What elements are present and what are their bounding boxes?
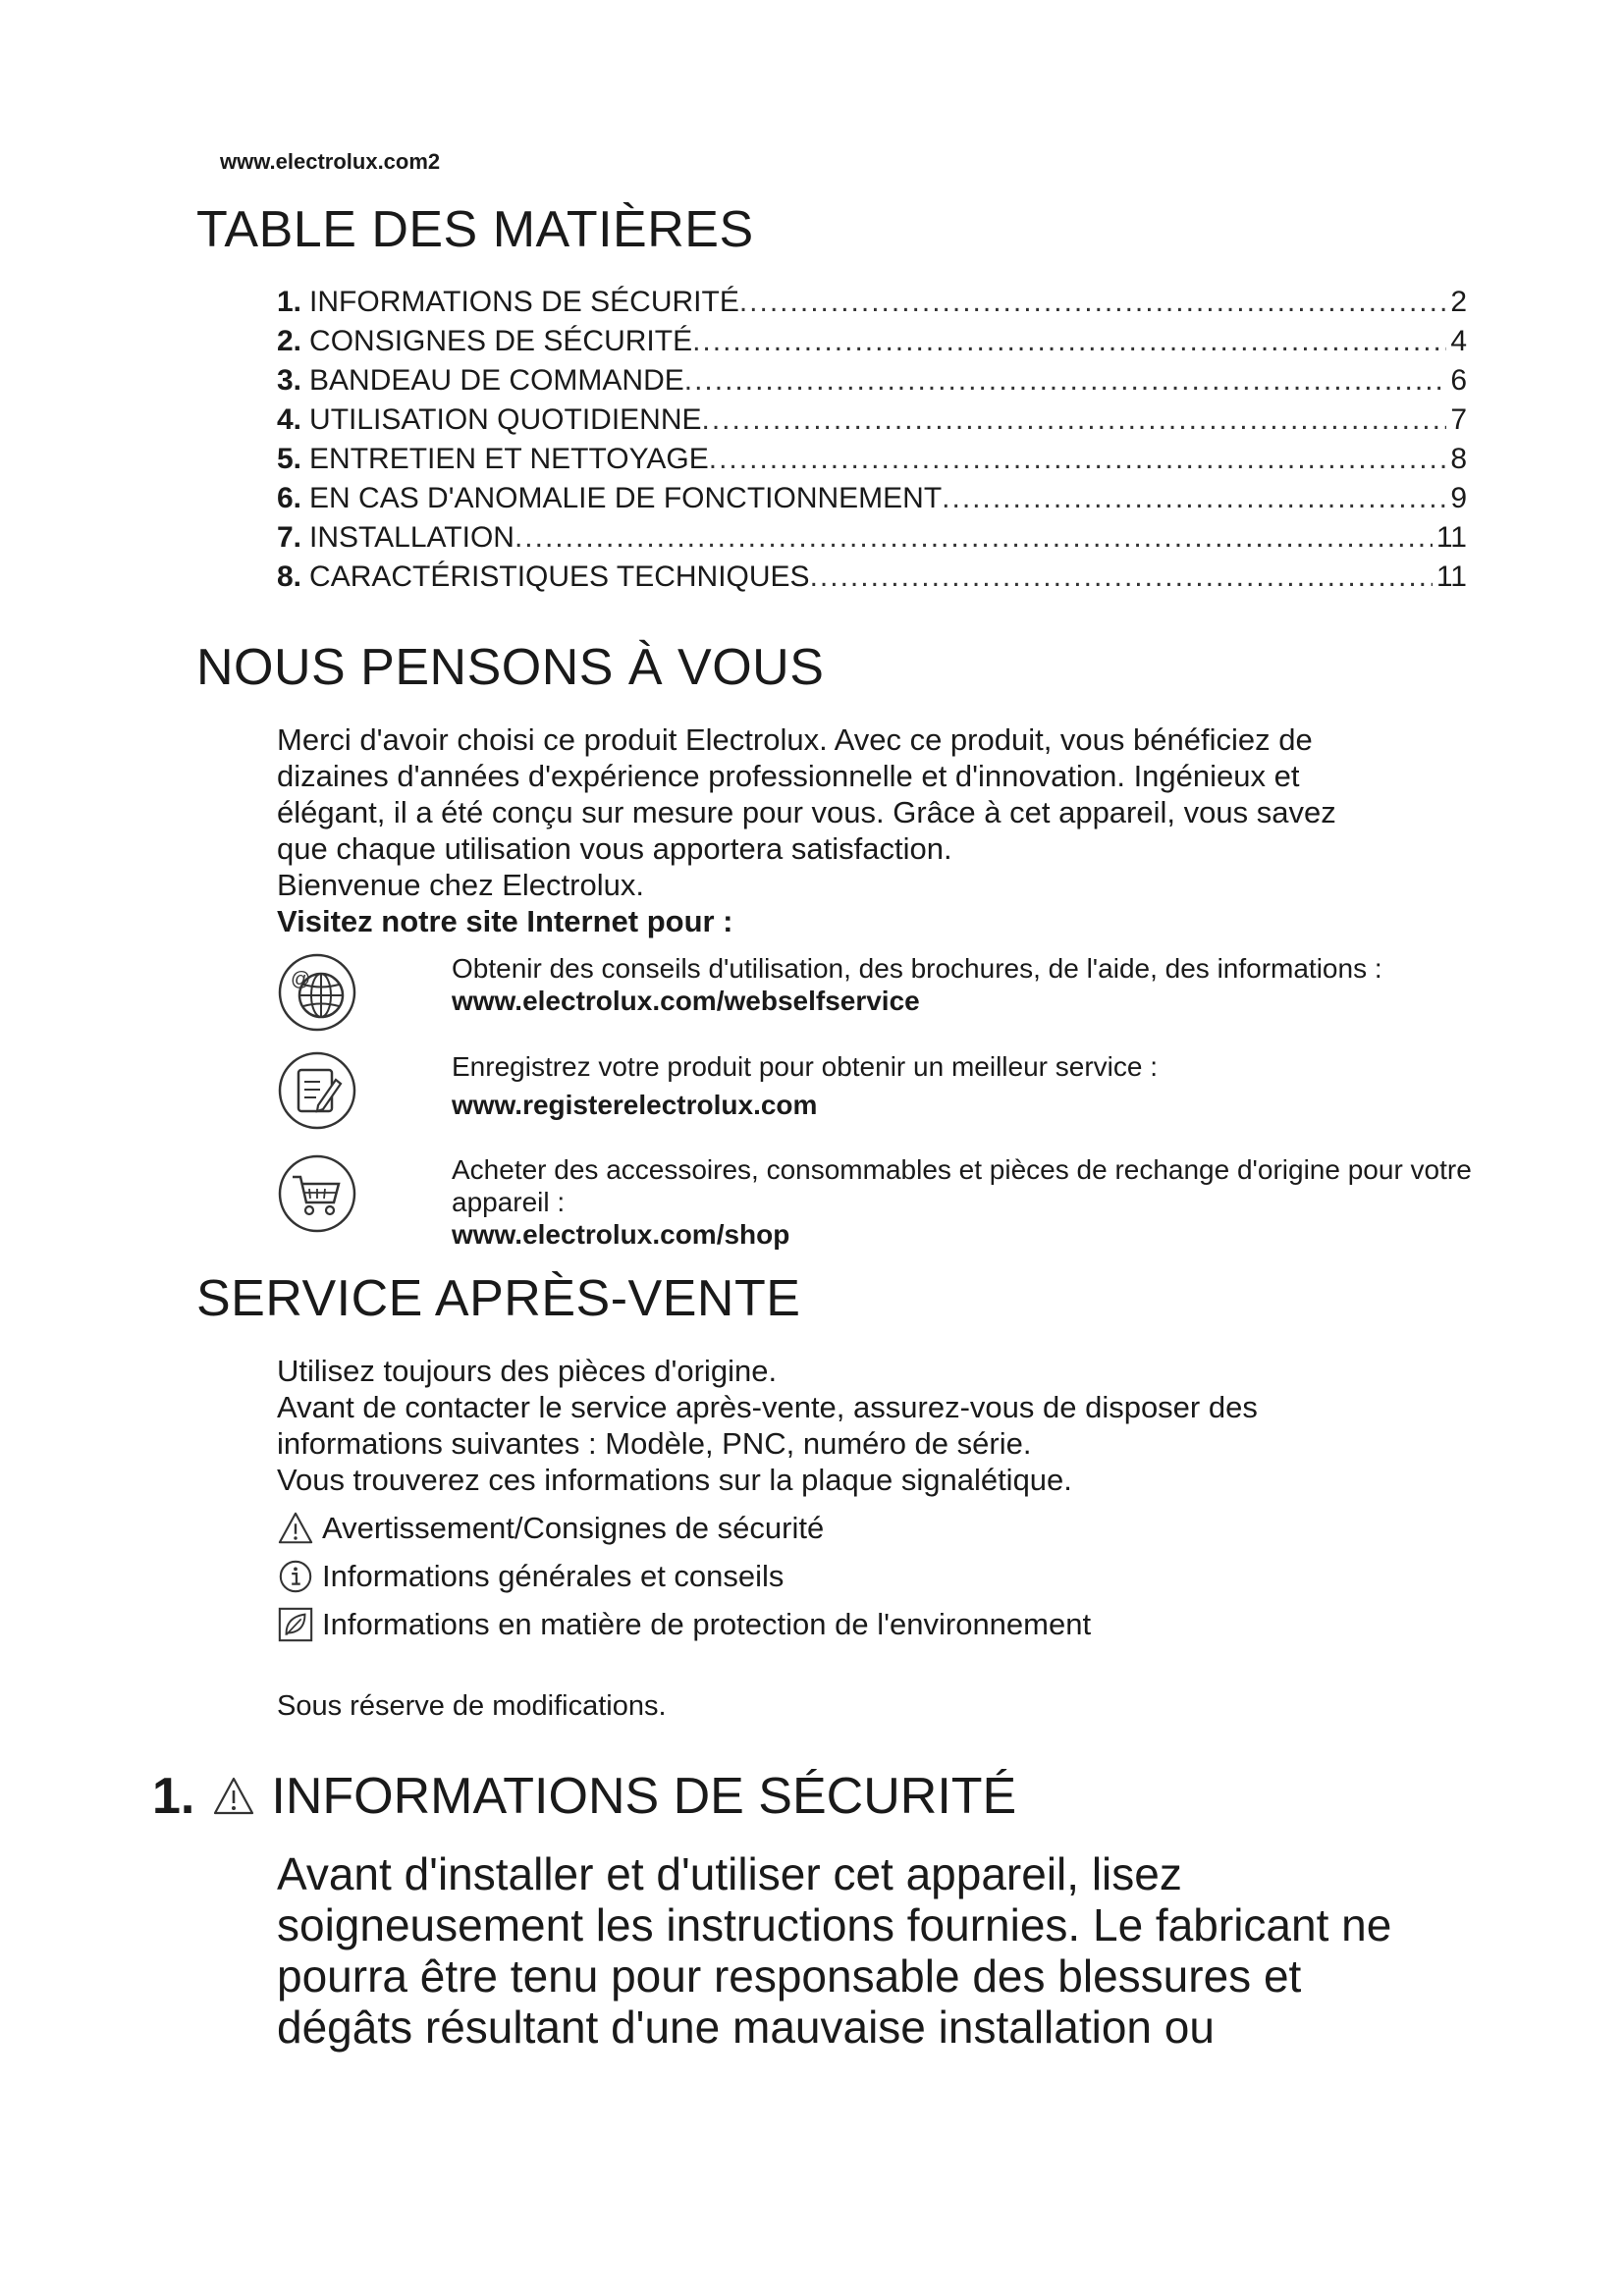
section-number: 1. — [152, 1768, 195, 1825]
toc-item[interactable] — [277, 322, 1467, 361]
toc-item-page: 8 — [1450, 443, 1467, 475]
globe-icon — [277, 952, 357, 1033]
legend-label: Informations en matière de protection de l'environnement — [322, 1607, 1092, 1641]
service-title: SERVICE APRÈS-VENTE — [196, 1270, 801, 1327]
section-title: INFORMATIONS DE SÉCURITÉ — [271, 1768, 1017, 1825]
register-icon — [277, 1050, 357, 1131]
warning-icon — [277, 1510, 314, 1547]
section-1-line: soigneusement les instructions fournies. Le fabricant ne — [277, 1899, 1392, 1950]
toc-item-label: ENTRETIEN ET NETTOYAGE — [309, 443, 709, 475]
shop-link[interactable]: www.electrolux.com/shop — [452, 1219, 790, 1250]
toc-leader — [739, 283, 1446, 322]
service-line: informations suivantes : Modèle, PNC, numéro de série. — [277, 1426, 1032, 1461]
toc-item-page: 7 — [1450, 403, 1467, 436]
toc-item-number: 7. — [277, 521, 302, 554]
toc-leader — [514, 518, 1433, 558]
info-icon — [277, 1558, 314, 1595]
table-of-contents — [277, 283, 1467, 597]
toc-item[interactable] — [277, 518, 1467, 558]
service-line: Avant de contacter le service après-vente, assurez-vous de disposer des — [277, 1390, 1258, 1424]
toc-item-label: INFORMATIONS DE SÉCURITÉ — [309, 286, 739, 318]
toc-item[interactable] — [277, 479, 1467, 518]
toc-item-number: 6. — [277, 482, 302, 514]
toc-item[interactable] — [277, 400, 1467, 440]
toc-item-number: 1. — [277, 286, 302, 318]
toc-item-label: CARACTÉRISTIQUES TECHNIQUES — [309, 561, 810, 593]
svg-text:@: @ — [291, 969, 311, 990]
toc-item-page: 6 — [1450, 364, 1467, 397]
visit-description: Acheter des accessoires, consommables et pièces de rechange d'origine pour votre appareil : — [452, 1154, 1472, 1217]
intro-line: élégant, il a été conçu sur mesure pour vous. Grâce à cet appareil, vous savez — [277, 795, 1336, 829]
toc-item-number: 2. — [277, 325, 302, 357]
section-1-line: Avant d'installer et d'utiliser cet appareil, lisez — [277, 1848, 1182, 1899]
intro-line: dizaines d'années d'expérience professionnelle et d'innovation. Ingénieux et — [277, 759, 1300, 793]
intro-text — [277, 721, 1485, 939]
toc-item-number: 8. — [277, 561, 302, 593]
section-1-body — [277, 1848, 1494, 2053]
visit-heading: Visitez notre site Internet pour : — [277, 904, 733, 938]
toc-item-label: EN CAS D'ANOMALIE DE FONCTIONNEMENT — [309, 482, 943, 514]
service-line: Utilisez toujours des pièces d'origine. — [277, 1354, 778, 1388]
service-text — [277, 1353, 1485, 1498]
toc-item[interactable] — [277, 283, 1467, 322]
toc-leader — [709, 440, 1447, 479]
toc-leader — [684, 361, 1447, 400]
thinking-of-you-title: NOUS PENSONS À VOUS — [196, 639, 825, 696]
toc-leader — [810, 558, 1433, 597]
toc-item-label: UTILISATION QUOTIDIENNE — [309, 403, 702, 436]
warning-icon — [212, 1776, 255, 1817]
visit-description: Obtenir des conseils d'utilisation, des brochures, de l'aide, des informations : — [452, 953, 1382, 984]
toc-item-page: 4 — [1450, 325, 1467, 357]
toc-item-page: 9 — [1450, 482, 1467, 514]
toc-item-page: 11 — [1435, 561, 1467, 593]
section-1-line: dégâts résultant d'une mauvaise installation ou — [277, 2002, 1215, 2053]
visit-item-webselfservice — [277, 952, 1494, 1046]
toc-item[interactable] — [277, 361, 1467, 400]
toc-item[interactable] — [277, 440, 1467, 479]
legend-info — [277, 1555, 1455, 1598]
webselfservice-link[interactable]: www.electrolux.com/webselfservice — [452, 986, 920, 1016]
toc-item-label: BANDEAU DE COMMANDE — [309, 364, 684, 397]
toc-item-number: 4. — [277, 403, 302, 436]
leaf-icon — [277, 1606, 314, 1643]
service-line: Vous trouverez ces informations sur la plaque signalétique. — [277, 1463, 1072, 1497]
toc-leader — [692, 322, 1446, 361]
toc-item-label: INSTALLATION — [309, 521, 514, 554]
legend-label: Informations générales et conseils — [322, 1559, 785, 1593]
visit-description: Enregistrez votre produit pour obtenir un meilleur service : — [452, 1051, 1159, 1082]
modification-notice: Sous réserve de modifications. — [277, 1690, 667, 1722]
toc-title: TABLE DES MATIÈRES — [196, 201, 754, 258]
visit-item-register — [277, 1050, 1494, 1145]
legend-label: Avertissement/Consignes de sécurité — [322, 1511, 825, 1545]
toc-item-number: 5. — [277, 443, 302, 475]
section-1-heading — [152, 1767, 1016, 1826]
toc-item[interactable] — [277, 558, 1467, 597]
toc-item-number: 3. — [277, 364, 302, 397]
section-1-line: pourra être tenu pour responsable des blessures et — [277, 1950, 1302, 2002]
intro-line: Bienvenue chez Electrolux. — [277, 868, 644, 902]
intro-line: que chaque utilisation vous apportera satisfaction. — [277, 831, 952, 866]
header-url: www.electrolux.com2 — [220, 149, 441, 174]
toc-item-label: CONSIGNES DE SÉCURITÉ — [309, 325, 693, 357]
visit-item-shop — [277, 1153, 1494, 1248]
toc-item-page: 11 — [1435, 521, 1467, 554]
toc-item-page: 2 — [1450, 286, 1467, 318]
legend-environment — [277, 1603, 1455, 1646]
legend-warning — [277, 1507, 1455, 1550]
register-link[interactable]: www.registerelectrolux.com — [452, 1090, 818, 1120]
intro-line: Merci d'avoir choisi ce produit Electrolux. Avec ce produit, vous bénéficiez de — [277, 722, 1313, 757]
toc-leader — [942, 479, 1446, 518]
toc-leader — [702, 400, 1447, 440]
cart-icon — [277, 1153, 357, 1234]
